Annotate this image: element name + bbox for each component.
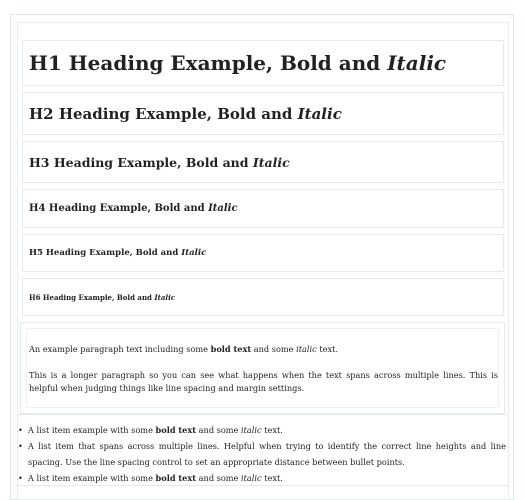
- heading-1-block[interactable]: [22, 40, 504, 86]
- bullet-icon: •: [18, 441, 23, 451]
- list-item-1-text-a: A list item example with some: [28, 425, 156, 435]
- bullet-icon: •: [18, 473, 23, 483]
- heading-5-block[interactable]: [22, 234, 504, 272]
- list-item: [18, 470, 506, 486]
- heading-4-block[interactable]: [22, 189, 504, 228]
- list-item-3-text-a: A list item example with some: [28, 473, 156, 483]
- bullet-list-block[interactable]: [17, 414, 509, 486]
- heading-4: [29, 203, 238, 214]
- heading-1: [29, 51, 446, 75]
- paragraph-1-text-c: text.: [316, 344, 338, 354]
- heading-2-block[interactable]: [22, 92, 504, 135]
- list-item-1-italic: italic: [241, 425, 262, 435]
- heading-2: [29, 105, 342, 123]
- heading-4-text: H4 Heading Example, Bold and: [29, 203, 209, 214]
- heading-5-italic: Italic: [181, 248, 207, 258]
- list-item: [18, 422, 506, 438]
- paragraph-1-text-b: and some: [251, 344, 297, 354]
- list-item: [18, 438, 506, 470]
- heading-3: [29, 155, 290, 170]
- heading-5-text: H5 Heading Example, Bold and: [29, 248, 182, 258]
- paragraph-inner-frame: [26, 328, 499, 408]
- heading-5: [29, 248, 206, 258]
- paragraph-1-bold: bold text: [210, 344, 252, 354]
- heading-6-text: H6 Heading Example, Bold and: [29, 292, 155, 302]
- heading-1-italic: Italic: [387, 51, 447, 75]
- heading-3-text: H3 Heading Example, Bold and: [29, 154, 253, 170]
- heading-4-italic: Italic: [208, 203, 238, 214]
- bullet-icon: •: [18, 425, 23, 435]
- paragraph-1-text-a: An example paragraph text including some: [29, 344, 211, 354]
- heading-6-block[interactable]: [22, 278, 504, 316]
- list-item-2-text: A list item that spans across multiple lines. Helpful when trying to identify the correct line heights and line spacing. Use the line spacing control to set an appropriate distance between bullet points.: [28, 441, 506, 467]
- paragraph-2: This is a longer paragraph so you can see what happens when the text spans across multiple lines. This is helpful when judging things like line spacing and margin settings.: [29, 370, 498, 393]
- list-item-1-text-b: and some: [196, 425, 242, 435]
- paragraph-block[interactable]: [20, 322, 505, 414]
- list-item-1-text-c: text.: [261, 425, 283, 435]
- list-item-3-bold: bold text: [155, 473, 197, 483]
- heading-1-text: H1 Heading Example, Bold and: [29, 51, 388, 75]
- heading-6-italic: Italic: [154, 292, 175, 302]
- list-item-3-italic: italic: [241, 473, 262, 483]
- heading-3-block[interactable]: [22, 141, 504, 183]
- paragraph-1: [29, 343, 498, 356]
- heading-2-italic: Italic: [297, 104, 342, 123]
- heading-6: [29, 293, 175, 302]
- heading-2-text: H2 Heading Example, Bold and: [29, 104, 298, 123]
- paragraph-1-italic: italic: [296, 344, 317, 354]
- list-item-1-bold: bold text: [155, 425, 197, 435]
- list-item-3-text-b: and some: [196, 473, 242, 483]
- heading-3-italic: Italic: [252, 154, 290, 170]
- list-item-3-text-c: text.: [261, 473, 283, 483]
